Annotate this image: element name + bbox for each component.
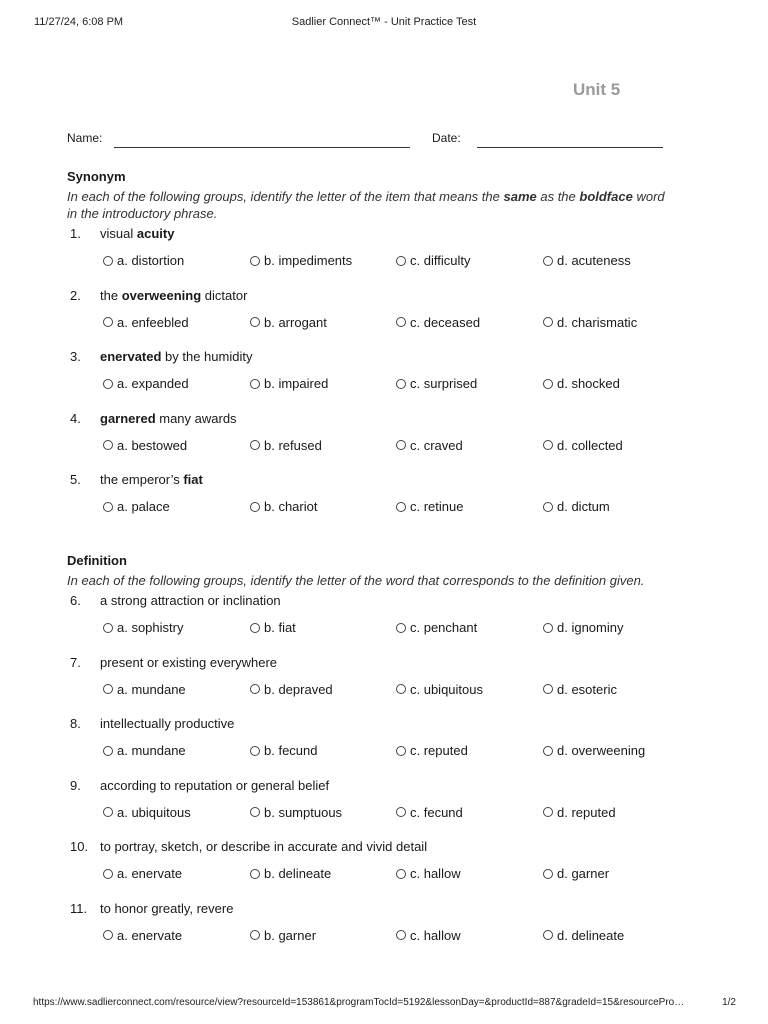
radio-button[interactable] [250, 317, 260, 327]
choice-option[interactable] [103, 375, 189, 392]
name-label: Name: [67, 131, 103, 145]
stem-text: a strong attraction or inclination [100, 593, 281, 608]
choice-option[interactable] [250, 804, 342, 821]
stem-keyword: overweening [121, 287, 202, 303]
instruction-text: In each of the following groups, identify the letter of the word that corresponds to the definition given. [67, 573, 645, 588]
choice-label: a. mundane [117, 743, 186, 758]
choice-group [103, 314, 703, 332]
emphasis-word: same [503, 189, 537, 204]
choice-label: c. hallow [410, 866, 461, 881]
print-footer [33, 997, 736, 1011]
question-stem [100, 225, 174, 242]
choice-group [103, 681, 703, 699]
choice-option[interactable] [543, 927, 624, 944]
choice-option[interactable] [103, 865, 182, 882]
choice-label: a. enfeebled [117, 314, 189, 330]
choice-label: a. sophistry [117, 620, 184, 635]
question [67, 348, 667, 410]
name-line[interactable] [114, 147, 410, 148]
stem-text: present or existing everywhere [100, 654, 278, 670]
section-title: Synonym [67, 169, 126, 184]
question-stem [100, 715, 234, 732]
choice-option[interactable] [543, 375, 620, 392]
stem-text: the emperor’s [100, 472, 184, 487]
choice-option[interactable] [396, 865, 461, 882]
print-url: https://www.sadlierconnect.com/resource/view?resourceId=153861&programTocId=5192&lessonDay=&productId=887&gradeId=15&resourcePro… [33, 997, 685, 1008]
choice-option[interactable] [543, 498, 610, 515]
choice-label: c. craved [410, 437, 463, 453]
question [67, 777, 667, 839]
choice-label: d. charismatic [557, 314, 638, 330]
question [67, 654, 667, 716]
choice-label: d. acuteness [557, 253, 631, 268]
choice-label: c. hallow [410, 927, 461, 943]
question-stem [100, 471, 203, 488]
radio-button[interactable] [103, 869, 113, 879]
section-instructions [67, 188, 667, 222]
stem-keyword: fiat [183, 472, 203, 487]
choice-label: a. enervate [117, 866, 183, 881]
radio-button[interactable] [543, 869, 553, 879]
stem-text: visual [100, 226, 137, 241]
choice-label: c. deceased [410, 314, 481, 330]
choice-label: a. palace [117, 499, 170, 514]
choice-option[interactable] [103, 437, 187, 454]
choice-label: b. chariot [264, 499, 318, 514]
print-datetime: 11/27/24, 6:08 PM [34, 16, 124, 28]
question-number: 10. [70, 839, 89, 854]
question [67, 592, 667, 654]
choice-group [103, 804, 703, 822]
choice-option[interactable] [396, 742, 468, 759]
radio-button[interactable] [250, 930, 260, 940]
choice-label: b. impaired [264, 376, 329, 391]
choice-label: c. ubiquitous [410, 681, 483, 697]
choice-group [103, 927, 703, 945]
radio-button[interactable] [396, 746, 406, 756]
question [67, 715, 667, 777]
stem-keyword: garnered [100, 410, 156, 426]
choice-option[interactable] [396, 314, 480, 331]
choice-option[interactable] [250, 742, 318, 759]
radio-button[interactable] [103, 930, 113, 940]
stem-text: dictator [201, 287, 248, 303]
choice-label: c. retinue [410, 499, 464, 514]
choice-label: a. enervate [117, 927, 183, 943]
radio-button[interactable] [543, 256, 553, 266]
choice-group [103, 498, 703, 516]
instruction-text: In each of the following groups, identify the letter of the item that means the [67, 189, 504, 204]
radio-button[interactable] [543, 930, 553, 940]
radio-button[interactable] [543, 807, 553, 817]
choice-label: b. garner [264, 927, 317, 943]
choice-label: a. bestowed [117, 437, 188, 453]
question [67, 225, 667, 287]
choice-label: b. arrogant [264, 314, 327, 330]
question-number: 1. [70, 226, 81, 241]
question-stem [100, 592, 281, 609]
section-title: Definition [67, 553, 127, 568]
choice-group [103, 437, 703, 455]
choice-option[interactable] [103, 804, 191, 821]
choice-label: c. penchant [410, 620, 478, 635]
choice-label: d. garner [557, 866, 610, 881]
choice-group [103, 619, 703, 637]
page-number: 1/2 [722, 997, 736, 1008]
choice-option[interactable] [396, 498, 463, 515]
instruction-text: word in the introductory phrase. [67, 189, 665, 221]
choice-label: c. difficulty [410, 253, 471, 268]
choice-label: b. fecund [264, 743, 318, 758]
choice-option[interactable] [543, 681, 617, 698]
question-number: 6. [70, 593, 81, 608]
radio-button[interactable] [543, 379, 553, 389]
choice-group [103, 742, 703, 760]
choice-label: d. shocked [557, 376, 620, 391]
choice-label: b. fiat [264, 620, 296, 635]
radio-button[interactable] [543, 502, 553, 512]
choice-label: d. ignominy [557, 620, 624, 635]
choice-label: c. surprised [410, 376, 478, 391]
choice-option[interactable] [543, 619, 623, 636]
stem-text: the [100, 287, 122, 303]
radio-button[interactable] [543, 746, 553, 756]
print-header [34, 16, 734, 30]
choice-label: d. delineate [557, 927, 625, 943]
choice-option[interactable] [103, 498, 170, 515]
choice-group [103, 865, 703, 883]
choice-label: a. mundane [117, 681, 186, 697]
question-stem [100, 777, 329, 794]
choice-label: b. depraved [264, 681, 333, 697]
question-number: 7. [70, 654, 81, 670]
radio-button[interactable] [396, 440, 406, 450]
choice-option[interactable] [250, 865, 331, 882]
emphasis-word: boldface [579, 189, 633, 204]
choice-label: b. sumptuous [264, 804, 343, 820]
question [67, 471, 667, 533]
radio-button[interactable] [103, 684, 113, 694]
choice-option[interactable] [250, 927, 316, 944]
radio-button[interactable] [250, 869, 260, 879]
radio-button[interactable] [396, 807, 406, 817]
radio-button[interactable] [103, 317, 113, 327]
question-stem [100, 654, 277, 671]
instruction-text: as the [536, 189, 580, 204]
question-stem [100, 287, 247, 304]
choice-label: b. impediments [264, 253, 353, 268]
stem-text: to honor greatly, revere [100, 900, 234, 916]
choice-option[interactable] [396, 437, 463, 454]
choice-option[interactable] [396, 375, 477, 392]
radio-button[interactable] [396, 379, 406, 389]
radio-button[interactable] [250, 256, 260, 266]
question-number: 9. [70, 777, 81, 793]
choice-option[interactable] [103, 252, 184, 269]
radio-button[interactable] [103, 746, 113, 756]
question-stem [100, 900, 233, 917]
radio-button[interactable] [250, 623, 260, 633]
choice-label: c. reputed [410, 743, 468, 758]
choice-label: c. fecund [410, 804, 463, 820]
choice-label: d. reputed [557, 804, 616, 820]
choice-label: a. distortion [117, 253, 185, 268]
question-number: 5. [70, 472, 81, 487]
choice-option[interactable] [543, 804, 616, 821]
choice-option[interactable] [543, 865, 609, 882]
question-number: 11. [70, 900, 88, 916]
radio-button[interactable] [103, 440, 113, 450]
choice-option[interactable] [396, 619, 477, 636]
stem-text: many awards [155, 410, 237, 426]
section-definition [67, 553, 667, 961]
choice-option[interactable] [396, 927, 461, 944]
stem-text: intellectually productive [100, 716, 235, 731]
radio-button[interactable] [103, 807, 113, 817]
radio-button[interactable] [250, 684, 260, 694]
choice-group [103, 252, 703, 270]
radio-button[interactable] [250, 502, 260, 512]
radio-button[interactable] [543, 684, 553, 694]
date-label: Date: [432, 131, 461, 145]
stem-text: according to reputation or general belief [100, 777, 330, 793]
choice-label: d. overweening [557, 743, 646, 758]
radio-button[interactable] [543, 440, 553, 450]
question-stem [100, 838, 427, 855]
stem-text: by the humidity [161, 349, 253, 364]
section-synonym [67, 169, 667, 533]
radio-button[interactable] [396, 317, 406, 327]
choice-option[interactable] [250, 314, 327, 331]
print-title: Sadlier Connect™ - Unit Practice Test [291, 16, 477, 28]
choice-label: b. delineate [264, 866, 332, 881]
choice-option[interactable] [543, 252, 631, 269]
stem-keyword: acuity [136, 226, 175, 241]
question-number: 4. [70, 410, 81, 426]
choice-option[interactable] [543, 742, 645, 759]
question [67, 838, 667, 900]
radio-button[interactable] [250, 379, 260, 389]
radio-button[interactable] [396, 502, 406, 512]
radio-button[interactable] [396, 869, 406, 879]
radio-button[interactable] [396, 256, 406, 266]
choice-option[interactable] [250, 681, 333, 698]
radio-button[interactable] [250, 440, 260, 450]
radio-button[interactable] [396, 684, 406, 694]
choice-label: d. dictum [557, 499, 610, 514]
choice-option[interactable] [103, 619, 183, 636]
radio-button[interactable] [103, 256, 113, 266]
radio-button[interactable] [396, 623, 406, 633]
radio-button[interactable] [103, 623, 113, 633]
section-instructions [67, 572, 667, 589]
choice-option[interactable] [103, 681, 186, 698]
choice-option[interactable] [250, 498, 317, 515]
choice-option[interactable] [396, 252, 470, 269]
question-number: 3. [70, 349, 81, 364]
choice-option[interactable] [543, 437, 623, 454]
choice-option[interactable] [103, 927, 182, 944]
radio-button[interactable] [250, 746, 260, 756]
choice-option[interactable] [250, 437, 322, 454]
question [67, 900, 667, 962]
unit-title: Unit 5 [573, 80, 621, 99]
question-number: 8. [70, 716, 81, 731]
radio-button[interactable] [396, 930, 406, 940]
choice-label: a. ubiquitous [117, 804, 191, 820]
choice-label: d. esoteric [557, 681, 617, 697]
radio-button[interactable] [543, 623, 553, 633]
date-line[interactable] [477, 147, 663, 148]
question [67, 410, 667, 472]
choice-option[interactable] [250, 619, 296, 636]
choice-label: a. expanded [117, 376, 189, 391]
choice-label: d. collected [557, 437, 623, 453]
question [67, 287, 667, 349]
choice-option[interactable] [103, 742, 186, 759]
choice-option[interactable] [396, 804, 463, 821]
name-date-row [67, 130, 667, 152]
choice-option[interactable] [250, 252, 352, 269]
choice-option[interactable] [543, 314, 637, 331]
question-stem [100, 348, 252, 365]
choice-option[interactable] [103, 314, 189, 331]
stem-keyword: enervated [100, 349, 162, 364]
radio-button[interactable] [103, 502, 113, 512]
stem-text: to portray, sketch, or describe in accurate and vivid detail [100, 839, 428, 854]
choice-group [103, 375, 703, 393]
question-stem [100, 410, 237, 427]
radio-button[interactable] [103, 379, 113, 389]
choice-option[interactable] [396, 681, 483, 698]
question-number: 2. [70, 287, 81, 303]
radio-button[interactable] [543, 317, 553, 327]
radio-button[interactable] [250, 807, 260, 817]
choice-option[interactable] [250, 375, 328, 392]
choice-label: b. refused [264, 437, 322, 453]
